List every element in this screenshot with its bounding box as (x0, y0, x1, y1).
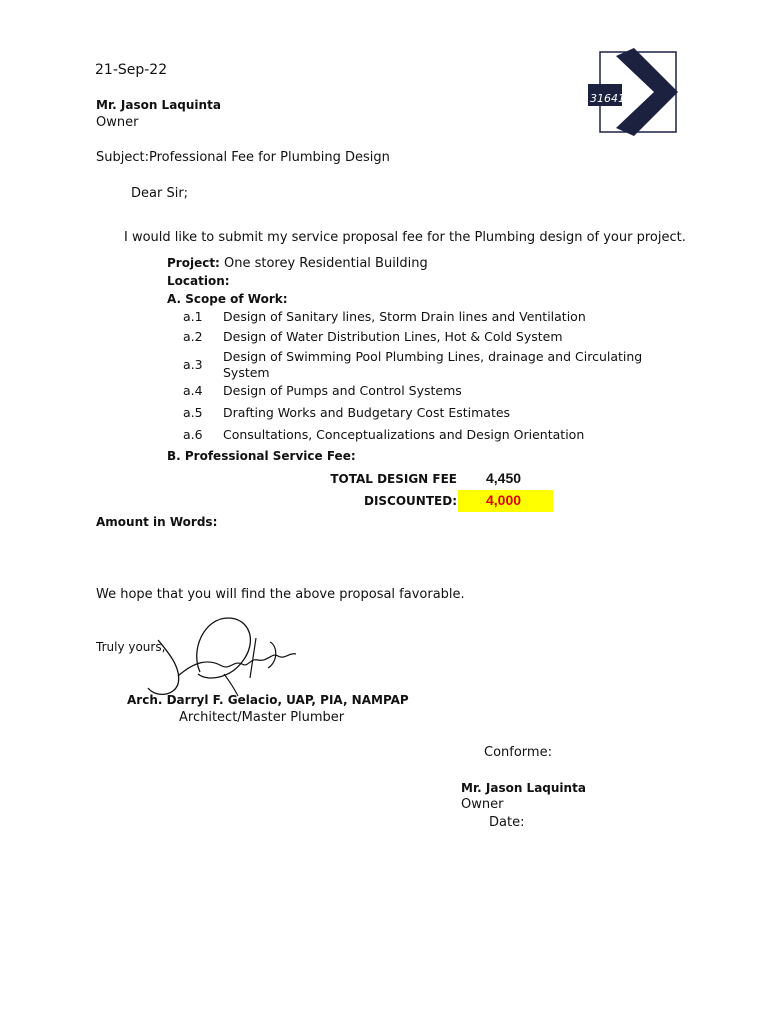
scope-item-text: Drafting Works and Budgetary Cost Estimates (223, 405, 511, 420)
handwritten-signature (138, 612, 308, 702)
scope-item-number: a.6 (183, 427, 203, 442)
recipient-title: Owner (96, 115, 139, 130)
project-line (167, 256, 428, 271)
salutation: Dear Sir; (131, 186, 189, 201)
location-label: Location: (167, 274, 230, 288)
scope-item-text: Design of Swimming Pool Plumbing Lines, drainage and Circulating System (223, 349, 643, 380)
conforme-title: Owner (461, 797, 504, 812)
subject-label: Subject: (96, 150, 149, 165)
scope-item-text: Design of Pumps and Control Systems (223, 383, 462, 398)
scope-item-number: a.3 (183, 357, 203, 372)
scope-item-text: Design of Water Distribution Lines, Hot & Cold System (223, 329, 563, 344)
conforme-date-label: Date: (489, 815, 525, 830)
sender-title: Architect/Master Plumber (179, 710, 345, 725)
subject-text: Professional Fee for Plumbing Design (148, 150, 390, 165)
company-logo (586, 46, 682, 138)
discount-label: DISCOUNTED: (363, 494, 457, 508)
conforme-name: Mr. Jason Laquinta (461, 781, 586, 795)
project-label: Project: (167, 256, 220, 270)
scope-item-text: Design of Sanitary lines, Storm Drain lines and Ventilation (223, 309, 586, 324)
fee-heading: B. Professional Service Fee: (167, 449, 356, 463)
conforme-label: Conforme: (484, 745, 552, 760)
scope-item-text: Consultations, Conceptualizations and Design Orientation (223, 427, 585, 442)
intro-paragraph: I would like to submit my service proposal fee for the Plumbing design of your project. (124, 230, 686, 245)
scope-item-number: a.1 (183, 309, 203, 324)
amount-in-words-label: Amount in Words: (96, 515, 218, 529)
total-fee-value: 4,450 (486, 470, 522, 486)
scope-item-number: a.2 (183, 329, 203, 344)
valediction: Truly yours, (96, 640, 166, 654)
discount-value: 4,000 (486, 492, 522, 508)
project-value: One storey Residential Building (219, 256, 428, 271)
logo-number: 31641 (590, 92, 625, 105)
scope-heading: A. Scope of Work: (167, 292, 288, 306)
scope-item-number: a.5 (183, 405, 203, 420)
recipient-name: Mr. Jason Laquinta (96, 98, 221, 112)
scope-item-number: a.4 (183, 383, 203, 398)
sender-name: Arch. Darryl F. Gelacio, UAP, PIA, NAMPAP (127, 693, 409, 707)
closing-line: We hope that you will find the above proposal favorable. (96, 587, 465, 602)
total-fee-label: TOTAL DESIGN FEE (330, 472, 457, 486)
letter-date: 21-Sep-22 (95, 62, 168, 78)
subject-line (96, 150, 390, 165)
